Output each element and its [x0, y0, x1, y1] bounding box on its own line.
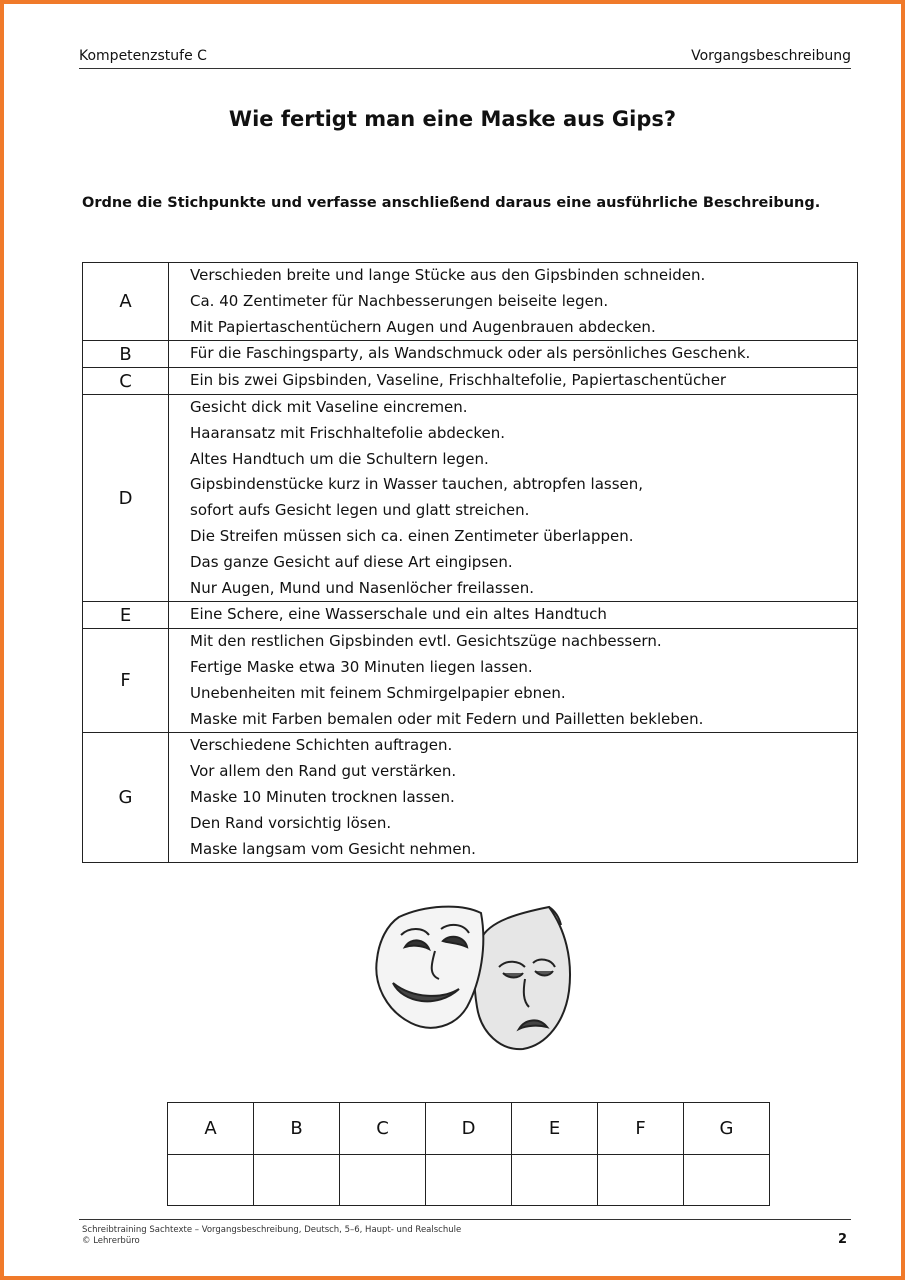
step-line: Maske langsam vom Gesicht nehmen.	[190, 839, 476, 858]
footer-source: Schreibtraining Sachtexte – Vorgangsbeschreibung, Deutsch, 5–6, Haupt- und Realschule	[82, 1225, 462, 1235]
step-letter: F	[83, 629, 169, 733]
theater-masks-illustration	[369, 899, 579, 1059]
answer-header-b: B	[254, 1103, 340, 1155]
step-line: Gesicht dick mit Vaseline eincremen.	[190, 397, 468, 416]
answer-header-c: C	[340, 1103, 426, 1155]
step-line: Altes Handtuch um die Schultern legen.	[190, 449, 489, 468]
step-text	[169, 263, 858, 341]
tragedy-mask	[474, 907, 570, 1049]
step-line: Fertige Maske etwa 30 Minuten liegen lassen.	[190, 657, 533, 676]
step-line: Gipsbindenstücke kurz in Wasser tauchen, abtropfen lassen,	[190, 475, 644, 494]
step-line: Die Streifen müssen sich ca. einen Zentimeter überlappen.	[190, 526, 634, 545]
answer-cell-a[interactable]	[168, 1155, 254, 1206]
answer-grid	[167, 1102, 770, 1206]
step-line: Ca. 40 Zentimeter für Nachbesserungen beiseite legen.	[190, 291, 609, 310]
comedy-mask	[376, 907, 483, 1028]
step-letter: C	[83, 368, 169, 395]
step-letter: A	[83, 263, 169, 341]
footer-divider	[79, 1219, 851, 1220]
step-line: Für die Faschingsparty, als Wandschmuck oder als persönliches Geschenk.	[190, 344, 751, 363]
page-title: Wie fertigt man eine Maske aus Gips?	[228, 107, 677, 131]
answer-header-f: F	[598, 1103, 684, 1155]
step-text	[169, 602, 858, 629]
step-line: Vor allem den Rand gut verstärken.	[190, 762, 457, 781]
answer-cell-g[interactable]	[684, 1155, 770, 1206]
page-number: 2	[837, 1232, 847, 1247]
step-row-e	[83, 602, 858, 629]
step-text	[169, 394, 858, 601]
footer-credits	[82, 1225, 461, 1247]
step-row-b	[83, 341, 858, 368]
step-row-c	[83, 368, 858, 395]
answer-cell-b[interactable]	[254, 1155, 340, 1206]
step-line: Unebenheiten mit feinem Schmirgelpapier ebnen.	[190, 683, 566, 702]
answer-header-g: G	[684, 1103, 770, 1155]
competence-level: Kompetenzstufe C	[79, 48, 207, 64]
answer-header-a: A	[168, 1103, 254, 1155]
step-row-d	[83, 394, 858, 601]
step-line: Haaransatz mit Frischhaltefolie abdecken.	[190, 423, 506, 442]
answer-cell-f[interactable]	[598, 1155, 684, 1206]
step-text	[169, 733, 858, 863]
answer-header-row	[168, 1103, 770, 1155]
step-text	[169, 629, 858, 733]
step-line: sofort aufs Gesicht legen und glatt streichen.	[190, 501, 530, 520]
answer-header-d: D	[426, 1103, 512, 1155]
step-line: Den Rand vorsichtig lösen.	[190, 813, 392, 832]
step-letter: B	[83, 341, 169, 368]
section-name: Vorgangsbeschreibung	[691, 48, 851, 64]
step-line: Eine Schere, eine Wasserschale und ein altes Handtuch	[190, 605, 607, 624]
step-row-f	[83, 629, 858, 733]
step-row-g	[83, 733, 858, 863]
step-line: Mit Papiertaschentüchern Augen und Augenbrauen abdecken.	[190, 317, 656, 336]
answer-header-e: E	[512, 1103, 598, 1155]
task-instruction: Ordne die Stichpunkte und verfasse anschließend daraus eine ausführliche Beschreibung.	[82, 195, 821, 211]
answer-cell-e[interactable]	[512, 1155, 598, 1206]
step-line: Maske mit Farben bemalen oder mit Federn und Pailletten bekleben.	[190, 709, 704, 728]
answer-input-row	[168, 1155, 770, 1206]
step-row-a	[83, 263, 858, 341]
step-letter: D	[83, 394, 169, 601]
step-text	[169, 368, 858, 395]
step-text	[169, 341, 858, 368]
step-line: Verschieden breite und lange Stücke aus den Gipsbinden schneiden.	[190, 266, 706, 284]
answer-cell-c[interactable]	[340, 1155, 426, 1206]
step-line: Mit den restlichen Gipsbinden evtl. Gesichtszüge nachbessern.	[190, 632, 662, 651]
step-letter: E	[83, 602, 169, 629]
step-line: Das ganze Gesicht auf diese Art eingipsen.	[190, 552, 513, 571]
footer-copyright: © Lehrerbüro	[82, 1236, 140, 1246]
step-letter: G	[83, 733, 169, 863]
steps-table	[82, 262, 858, 863]
step-line: Verschiedene Schichten auftragen.	[190, 736, 453, 755]
page-header	[79, 48, 851, 69]
answer-cell-d[interactable]	[426, 1155, 512, 1206]
step-line: Nur Augen, Mund und Nasenlöcher freilassen.	[190, 578, 535, 597]
step-line: Ein bis zwei Gipsbinden, Vaseline, Frischhaltefolie, Papiertaschentücher	[190, 371, 727, 390]
step-line: Maske 10 Minuten trocknen lassen.	[190, 787, 455, 806]
